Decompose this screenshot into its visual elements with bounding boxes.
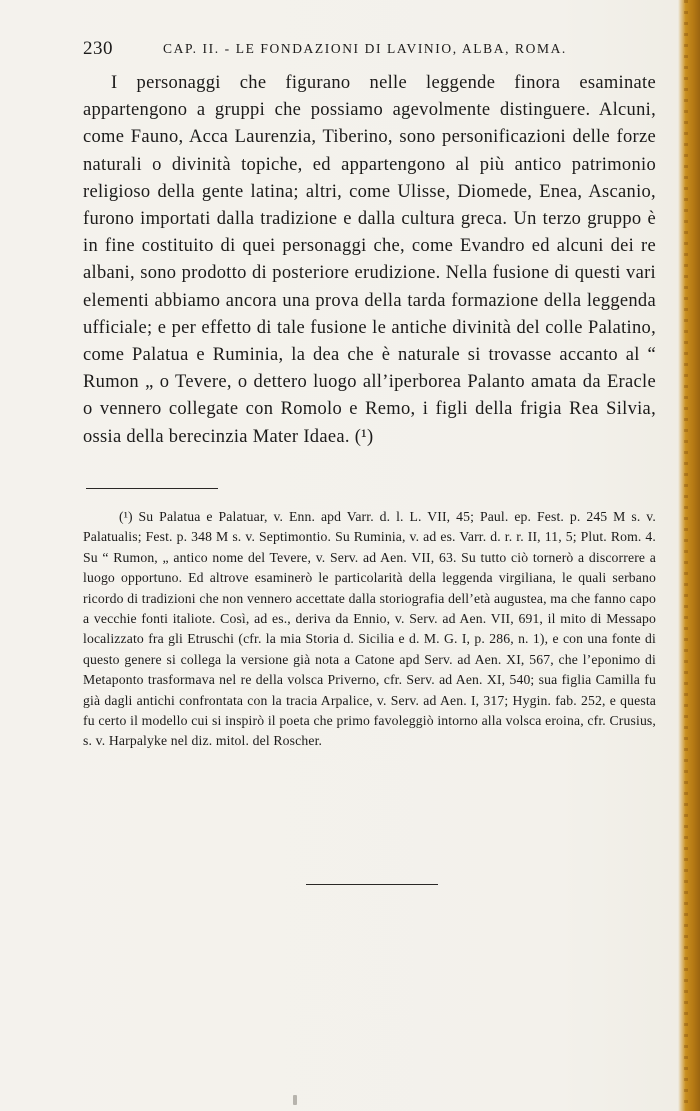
chapter-title: CAP. II. - LE FONDAZIONI DI LAVINIO, ALBA, ROMA.	[163, 41, 567, 56]
page-number: 230	[83, 38, 113, 59]
main-text	[83, 70, 656, 451]
footnote-text: (¹) Su Palatua e Palatuar, v. Enn. apd Varr. d. l. L. VII, 45; Paul. ep. Fest. p. 245 M s. v. Palatualis; Fest. p. 348 M s. v. Septimontio. Su Ruminia, v. ad es. Varr. d. r. r. II, 11, 5; Plut. Rom. 4. Su “ Rumon, „ antico nome del Tevere, v. Serv. ad Aen. VII, 63. Su tutto ciò tornerò a discorrere a luogo opportuno. Ed altrove esaminerò le particolarità della leggenda virgiliana, le quali serbano ricordo di tradizioni che non vennero accettate dalla storiografia dell’età augustea, ma che fanno capo a vecchie fonti italiote. Così, ad es., deriva da Ennio, v. Serv. ad Aen. VII, 691, il mito di Messapo localizzato fra gli Etruschi (cfr. la mia Storia d. Sicilia e d. M. G. I, p. 286, n. 1), e con una fonte di questo genere si collega la versione già nota a Catone apd Serv. ad Aen. XI, 567, che l’eponimo di Metaponto trasformava nel re della volsca Priverno, cfr. Serv. ad Aen. XI, 540; sua figlia Camilla fu già dagli antichi confrontata con la tracia Arpalice, v. Serv. ad Aen. I, 317; Hygin. fab. 252, e questa fu certo il modello cui si inspirò il poeta che primo favoleggiò intorno alla volsca eroina, cfr. Crusius, s. v. Harpalyke nel diz. mitol. del Roscher.	[83, 509, 656, 749]
body-paragraph: I personaggi che figurano nelle leggende finora esaminate appartengono a gruppi che possiamo agevolmente distinguere. Alcuni, come Fauno, Acca Laurenzia, Tiberino, sono personificazioni delle forze naturali o divinità topiche, ed appartengono al più antico patrimonio religioso della gente latina; altri, come Ulisse, Diomede, Enea, Ascanio, furono importati dalla tradizione e dalla cultura greca. Un terzo gruppo è in fine costituito di quei personaggi che, come Evandro ed alcuni dei re albani, sono prodotto di posteriore erudizione. Nella fusione di questi vari elementi abbiamo ancora una prova della tarda formazione della leggenda ufficiale; e per effetto di tale fusione le antiche divinità del colle Palatino, come Palatua e Ruminia, la dea che è naturale si trovasse accanto al “ Rumon „ o Tevere, o dettero luogo all’iperborea Palanto amata da Eracle o vennero collegate con Romolo e Remo, i figli della frigia Rea Silvia, ossia della berecinzia Mater Idaea. (¹)	[83, 73, 656, 447]
page-edge-stain	[678, 0, 700, 1111]
footnote	[83, 507, 656, 752]
footnote-separator	[86, 488, 218, 489]
running-header	[83, 38, 656, 62]
end-rule	[306, 884, 438, 885]
scan-mark	[293, 1095, 297, 1105]
